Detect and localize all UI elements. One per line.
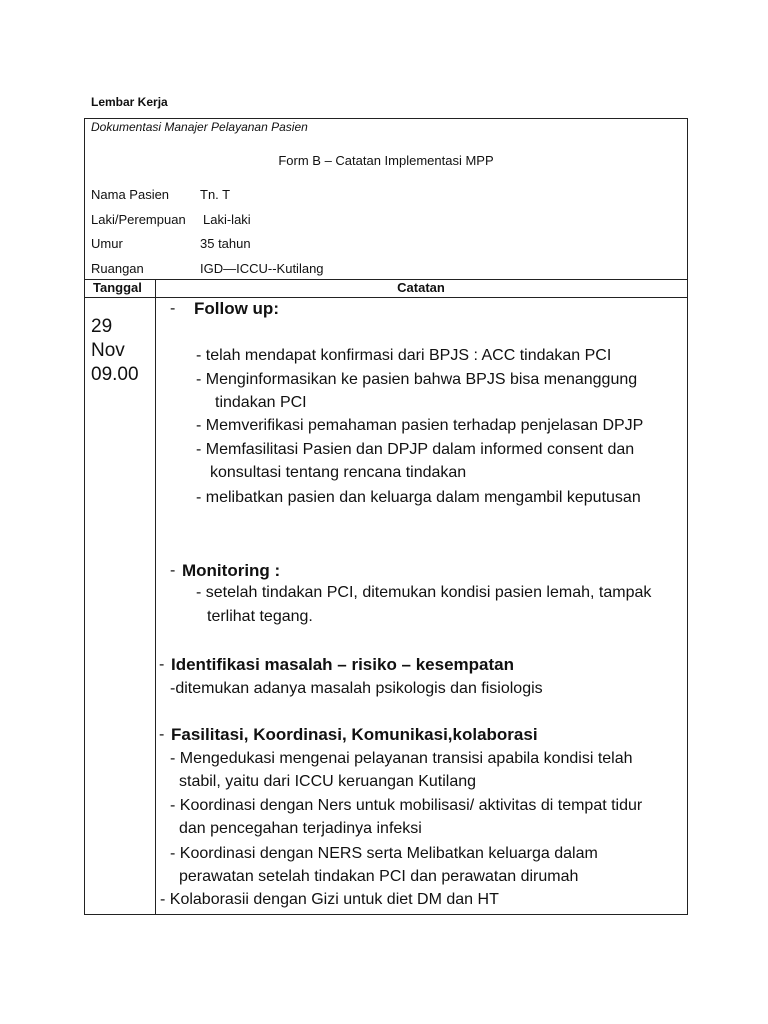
list-item: konsultasi tentang rencana tindakan [210, 464, 467, 481]
list-item: - Koordinasi dengan NERS serta Melibatkan keluarga dalam [170, 845, 598, 862]
list-item: - Koordinasi dengan Ners untuk mobilisasi/ aktivitas di tempat tidur [170, 797, 643, 814]
patient-sex-label: Laki/Perempuan [91, 212, 186, 227]
column-header-notes: Catatan [397, 280, 445, 295]
entry-date-day: 29 [91, 316, 113, 337]
patient-age-value: 35 tahun [200, 236, 251, 251]
form-header-box [84, 118, 688, 280]
form-title: Form B – Catatan Implementasi MPP [278, 153, 494, 168]
list-item: -ditemukan adanya masalah psikologis dan fisiologis [170, 680, 543, 697]
patient-room-value: IGD—ICCU--Kutilang [200, 261, 324, 276]
list-item: - setelah tindakan PCI, ditemukan kondisi pasien lemah, tampak [196, 584, 652, 601]
list-item: dan pencegahan terjadinya infeksi [179, 820, 422, 837]
document-label: Lembar Kerja [91, 95, 168, 109]
list-item: tindakan PCI [215, 394, 307, 411]
patient-name-label: Nama Pasien [91, 187, 170, 202]
patient-age-label: Umur [91, 236, 123, 251]
list-item: terlihat tegang. [207, 608, 313, 625]
bullet-dash: - [170, 300, 176, 317]
patient-name-value: Tn. T [200, 187, 231, 202]
form-subtitle: Dokumentasi Manajer Pelayanan Pasien [91, 120, 308, 134]
list-item: - melibatkan pasien dan keluarga dalam mengambil keputusan [196, 489, 641, 506]
list-item: - Memverifikasi pemahaman pasien terhadap penjelasan DPJP [196, 417, 644, 434]
monitoring-title: Monitoring : [182, 561, 281, 580]
bullet-dash: - [159, 656, 165, 673]
patient-sex-value: Laki-laki [203, 212, 251, 227]
list-item: - Menginformasikan ke pasien bahwa BPJS bisa menanggung [196, 371, 638, 388]
list-item: stabil, yaitu dari ICCU keruangan Kutilang [179, 773, 477, 790]
entry-date-month: Nov [91, 340, 125, 361]
list-item: - Memfasilitasi Pasien dan DPJP dalam informed consent dan [196, 441, 635, 458]
column-divider [155, 280, 156, 914]
followup-title: Follow up: [194, 299, 279, 318]
entry-date-time: 09.00 [91, 364, 139, 385]
column-header-date: Tanggal [93, 280, 142, 295]
fasilitasi-title: Fasilitasi, Koordinasi, Komunikasi,kolaborasi [171, 725, 538, 744]
list-item: - Mengedukasi mengenai pelayanan transisi apabila kondisi telah [170, 750, 633, 767]
identifikasi-title: Identifikasi masalah – risiko – kesempatan [171, 655, 514, 674]
list-item: perawatan setelah tindakan PCI dan perawatan dirumah [179, 868, 579, 885]
bullet-dash: - [170, 562, 176, 579]
patient-room-label: Ruangan [91, 261, 144, 276]
list-item: - telah mendapat konfirmasi dari BPJS : ACC tindakan PCI [196, 347, 612, 364]
list-item: - Kolaborasii dengan Gizi untuk diet DM dan HT [160, 891, 499, 908]
bullet-dash: - [159, 726, 165, 743]
